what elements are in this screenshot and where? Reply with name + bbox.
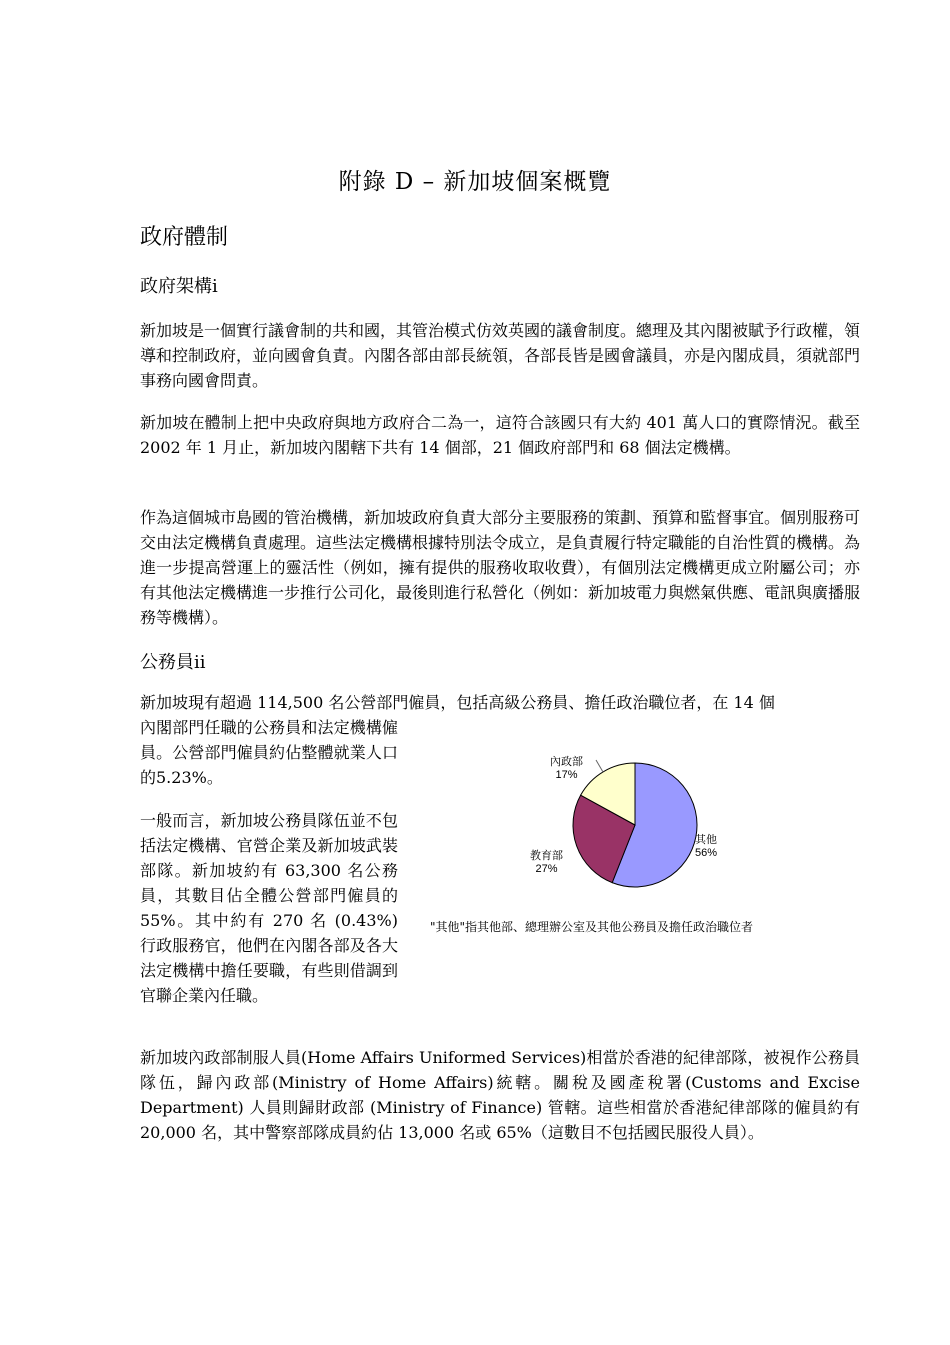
- section-heading: 政府體制: [140, 225, 229, 250]
- pie-label-other: [695, 834, 717, 860]
- paragraph-3: 作為這個城市島國的管治機構，新加坡政府負責大部分主要服務的策劃、預算和監督事宜。個別服務可交由法定機構負責處理。這些法定機構根據特別法令成立，是負責履行特定職能的自治性質的機構。為進一步提高營運上的靈活性（例如，擁有提供的服務收取收費），有個別法定機構更成立附屬公司；亦有其他法定機構進一步推行公司化，最後則進行私營化（例如：新加坡電力與燃氣供應、電訊與廣播服務等機構）。: [140, 508, 861, 627]
- paragraph-6: 新加坡內政部制服人員(Home Affairs Uniformed Services)相當於香港的紀律部隊，被視作公務員隊伍，歸內政部(Ministry of Home Affairs)統轄。關稅及國產稅署(Customs and Excise Department) 人員則歸財政部 (Ministry of Finance) 管轄。這些相當於香港紀律部隊的僱員約有 20,000 名，其中警察部隊成員約佔 13,000 名或 65%（這數目不包括國民服役人員）。: [140, 1048, 860, 1142]
- pie-category-education: 教育部: [530, 850, 563, 862]
- page-title: 附錄 D – 新加坡個案概覽: [338, 169, 612, 195]
- pie-category-other: 其他: [695, 834, 718, 846]
- subheading-civil-service: 公務員ii: [140, 652, 206, 673]
- paragraph-5: 一般而言，新加坡公務員隊伍並不包括法定機構、官營企業及新加坡武裝部隊。新加坡約有 63,300 名公務員，其數目佔全體公營部門僱員的 55%。其中約有 270 名 (0.43%) 行政服務官，他們在內閣各部及各大法定機構中擔任要職，有些則借調到官聯企業內任職。: [140, 811, 398, 1005]
- pie-leader-line: [596, 760, 603, 772]
- paragraph-4: 內閣部門任職的公務員和法定機構僱員。公營部門僱員約佔整體就業人口的5.23%。: [140, 718, 398, 787]
- paragraph-1: 新加坡是一個實行議會制的共和國，其管治模式仿效英國的議會制度。總理及其內閣被賦予行政權，領導和控制政府，並向國會負責。內閣各部由部長統領，各部長皆是國會議員，亦是內閣成員，須就部門事務向國會問責。: [140, 321, 861, 390]
- pie-category-home-affairs: 內政部: [550, 756, 583, 768]
- pie-chart-svg: [420, 748, 840, 918]
- paragraph-4-line: 新加坡現有超過 114,500 名公營部門僱員，包括高級公務員、擔任政治職位者，在 14 個: [140, 693, 775, 712]
- pie-value-other: 56%: [695, 847, 718, 859]
- pie-label-home-affairs: [550, 756, 583, 782]
- pie-value-education: 27%: [535, 863, 558, 875]
- paragraph-2: 新加坡在體制上把中央政府與地方政府合二為一，這符合該國只有大約 401 萬人口的實際情況。截至 2002 年 1 月止，新加坡內閣轄下共有 14 個部，21 個政府部門和 68 個法定機構。: [140, 413, 860, 457]
- subheading-structure: 政府架構i: [140, 276, 218, 297]
- pie-value-home-affairs: 17%: [555, 769, 578, 781]
- pie-label-education: [530, 850, 563, 876]
- chart-caption: "其他"指其他部、總理辦公室及其他公務員及擔任政治職位者: [430, 920, 754, 934]
